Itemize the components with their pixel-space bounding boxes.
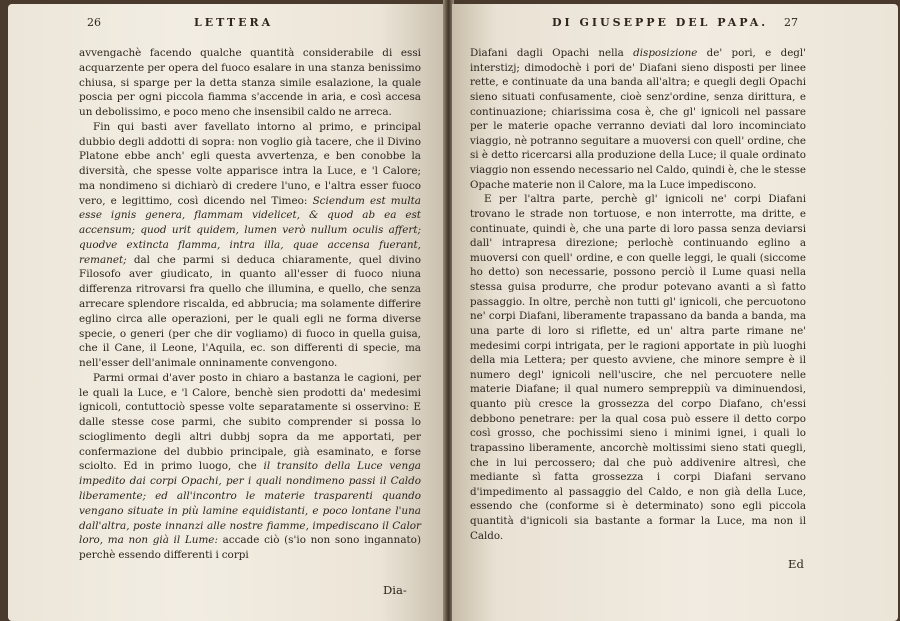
text-run: accade ciò (s'io non sono ingannato) perchè essendo differenti i corpi (79, 534, 421, 562)
left-running-head: LETTERA (194, 16, 274, 29)
text-run: Diafani dagli Opachi nella (470, 47, 634, 59)
right-body-text (470, 46, 806, 543)
text-run: de' pori, e degl' interstizj; dimodochè i pori de' Diafani sieno disposti per linee rette, e continuate da una banda all'altra; e quegli degli Opachi sieno situati confusamente, cioè senz'ordine, senza dirittura, e continuazione; chiarissima cosa è, che gl' ignicoli nel passare per le materie opache verranno deviati dal loro incominciato viaggio, nè potranno seguitare a muoversi con quell' ordine, che si è detto ricercarsi alla produzione della Luce; il quale ordinato viaggio non essendo necessario nel Caldo, quindi è, che le stesse Opache materie non il Calore, ma la Luce impediscono. (470, 47, 806, 191)
text-run: Parmi ormai d'aver posto in chiaro a bastanza le cagioni, per le quali la Luce, e 'l Calore, benchè sien prodotti da' medesimi ignicoli, contuttociò spesse volte separatamente si osservino: E dalle stesse cose parmi, che subito comprender si possa lo scioglimento degli altri dubbj sopra da me apportati, per confermazione del dubbio principale, già esaminato, e forse sciolto. Ed in primo luogo, che (79, 371, 421, 473)
paragraph (470, 192, 806, 543)
right-page-number: 27 (784, 16, 798, 29)
left-catchword: Dia- (383, 583, 407, 597)
left-page (8, 4, 445, 621)
right-catchword: Ed (788, 557, 804, 571)
italic-quotation: il transito della Luce venga impedito dai corpi Opachi, per i quali nondimeno passi il Caldo liberamente; ed all'incontro le materie trasparenti quando vengano situate in più lamine equidistanti, e poco lontane l'una dall'altra, poste innanzi alle nostre fiamme, impediscano il Calor loro, ma non già il Lume: (79, 460, 421, 547)
paragraph (79, 371, 421, 563)
text-run: Fin qui basti aver favellato intorno al primo, e principal dubbio degli addotti di sopra: non voglio già tacere, che il Divino Platone ebbe anch' egli questa avvertenza, e ben conobbe la diversità, che spesse volte apparisce intra la Luce, e 'l Calore; ma nondimeno si dichiarò di credere l'uno, e l'altra esser fuoco vero, e legittimo, così dicendo nel Timeo: (79, 120, 421, 207)
italic-quotation: disposizione (633, 47, 698, 59)
text-run: avvengachè facendo qualche quantità considerabile di essi acquarzente per opera del fuoco esalare in una stanza benissimo chiusa, si sparge per la detta stanza simile esalazione, la quale poscia per ogni piccola fiamma s'accende in aria, e così accesa un debolissimo, e poco meno che insensibil caldo ne arreca. (79, 47, 421, 119)
paragraph (470, 46, 806, 192)
paragraph (79, 120, 421, 371)
right-running-head: DI GIUSEPPE DEL PAPA. (552, 16, 769, 29)
text-run: dal che parmi si deduca chiaramente, quel divino Filosofo aver giudicato, in quanto all'esser di fuoco niuna differenza ritrovarsi fra quello che illumina, e quello, che senza arrecare splendore riscalda, ed abbrucia; ma solamente differire eglino circa alle operazioni, per le quali egli ne forma diverse specie, o generi (per che dir vogliamo) di fuoco in quella guisa, che il Cane, il Leone, l'Aquila, ec. son differenti di specie, ma nell'esser dell'animale onninamente convengono. (79, 253, 421, 370)
left-page-number: 26 (87, 16, 101, 29)
text-run: E per l'altra parte, perchè gl' ignicoli ne' corpi Diafani trovano le strade non tortuose, e non interrotte, ma dritte, e continuate, quindi è, che una parte di loro passa senza deviarsi dall' intrapresa direzione; perlochè continuando eglino a muoversi con quell' ordine, e con quelle leggi, le quali (siccome ho detto) son necessarie, possono perciò il Lume quasi nella stessa guisa produrre, che produr potevano avanti a sì fatto passaggio. In oltre, perchè non tutti gl' ignicoli, che percuotono ne' corpi Diafani, liberamente trapassano da banda a banda, ma una parte di loro si riflette, ed un' altra parte rimane ne' medesimi corpi intrigata, per le ragioni apportate in più luoghi della mia Lettera; per questo avviene, che minore sempre è il numero degl' ignicoli nell'uscire, che nel percuotere nelle materie Diafane; il qual numero sempreppiù va diminuendosi, quanto più cresce la grossezza del corpo Diafano, ch'essi debbono penetrare: per la qual cosa può essere il detto corpo così grosso, che pochissimi sieno i minimi ignei, i quali lo trapassino liberamente, ancorchè moltissimi sieno stati quegli, che in lui percossero; dal che può addivenire altresì, che mediante sì fatta grossezza i corpi Diafani servano d'impedimento al passaggio del Caldo, e non già della Luce, essendo che (conforme si è determinato) sono egli piccola quantità d'ignicoli sia bastante a formar la Luce, ma non il Caldo. (470, 193, 806, 542)
italic-quotation: Sciendum est multa esse ignis genera, flammam videlicet, & quod ab ea est accensum; quod urit quidem, lumen verò nullum oculis affert; quodve extincta flamma, intra illa, quae accensa fuerant, remanet; (79, 194, 422, 266)
right-page (452, 4, 898, 621)
paragraph (79, 46, 421, 120)
left-body-text (79, 46, 421, 563)
